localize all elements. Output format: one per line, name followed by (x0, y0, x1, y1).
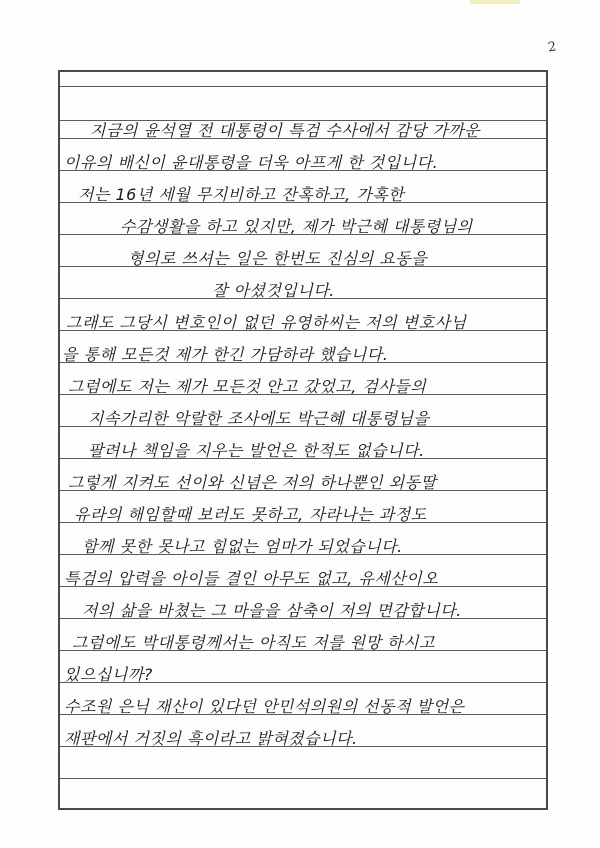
letter-line: 재판에서 거짓의 흑이라고 밝혀졌습니다. (64, 729, 358, 748)
letter-line: 지금의 윤석열 전 대통령이 특검 수사에서 감당 가까운 (90, 121, 481, 140)
letter-line: 지속가리한 악랄한 조사에도 박근혜 대통령님을 (88, 409, 430, 428)
letter-line: 저는 16년 세월 무지비하고 잔혹하고, 가혹한 (78, 185, 405, 204)
letter-sheet (58, 70, 548, 810)
letter-line: 팔려나 책임을 지우는 발언은 한적도 없습니다. (88, 441, 425, 460)
letter-line: 형의로 쓰셔는 일은 한번도 진심의 요동을 (128, 249, 428, 268)
letter-line: 잘 아셨것입니다. (212, 281, 335, 300)
letter-line: 특검의 압력을 아이들 결인 아무도 없고, 유세산이오 (64, 569, 439, 588)
letter-line: 그럼에도 저는 제가 모든것 안고 갔었고, 검사들의 (68, 377, 427, 396)
letter-line: 수조원 은닉 재산이 있다던 안민석의원의 선동적 발언은 (64, 697, 465, 716)
letter-line: 있으십니까? (64, 665, 153, 684)
page-number: 2 (546, 39, 558, 56)
letter-line: 저의 삶을 바쳤는 그 마을을 삼축이 저의 면감합니다. (82, 601, 462, 620)
letter-line: 수감생활을 하고 있지만, 제가 박근혜 대통령님의 (120, 217, 473, 236)
letter-line: 함께 못한 못나고 힘없는 엄마가 되었습니다. (82, 537, 403, 556)
letter-line: 유라의 해임할때 보러도 못하고, 자라나는 과정도 (74, 505, 427, 524)
letter-line: 그럼에도 박대통령께서는 아직도 저를 원망 하시고 (72, 633, 436, 652)
paper-stain (470, 0, 520, 4)
letter-line: 이유의 배신이 윤대통령을 더욱 아프게 한 것입니다. (64, 153, 439, 172)
ruled-line (60, 86, 546, 87)
letter-line: 그래도 그당시 변호인이 없던 유영하씨는 저의 변호사님 (66, 313, 467, 332)
ruled-line (60, 778, 546, 779)
letter-line: 그렇게 지켜도 선이와 신념은 저의 하나뿐인 외동딸 (68, 473, 437, 492)
letter-line: 을 통해 모든것 제가 한긴 가담하라 했습니다. (62, 345, 389, 364)
